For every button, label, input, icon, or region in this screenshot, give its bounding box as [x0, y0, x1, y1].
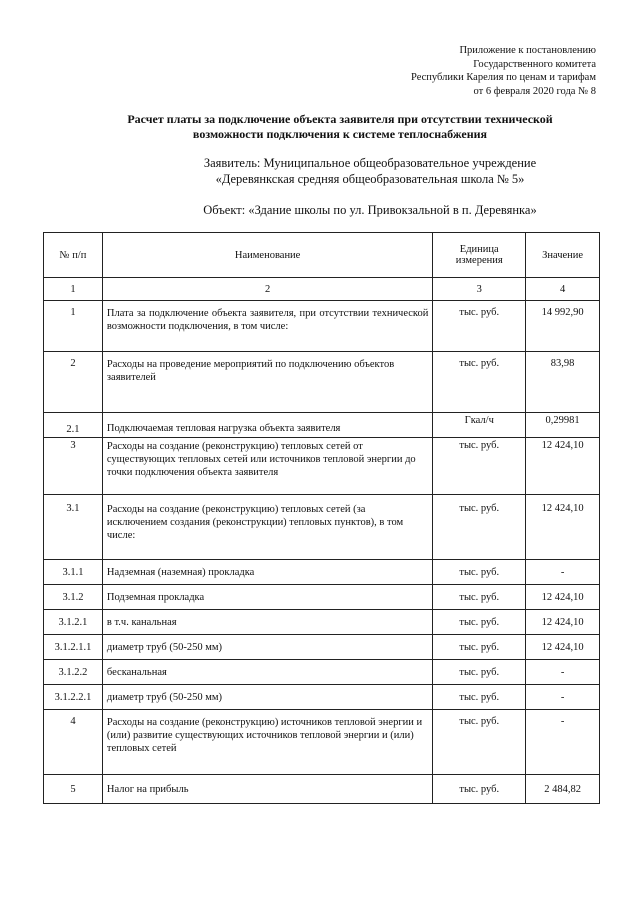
applicant-line: «Деревянкская средняя общеобразовательная школа № 5»	[215, 172, 525, 186]
row-num: 2	[44, 352, 103, 413]
row-value: 12 424,10	[526, 610, 600, 635]
row-unit: Гкал/ч	[433, 413, 526, 438]
row-value: 12 424,10	[526, 585, 600, 610]
row-unit: тыс. руб.	[433, 775, 526, 804]
header-unit: Единица измерения	[433, 233, 526, 278]
row-num: 3.1.2.2	[44, 660, 103, 685]
row-num: 3.1.2	[44, 585, 103, 610]
title-line: возможности подключения к системе теплоснабжения	[192, 126, 488, 141]
row-value: 12 424,10	[526, 495, 600, 560]
table-header-row	[44, 233, 600, 278]
row-name: Подключаемая тепловая нагрузка объекта заявителя	[102, 413, 432, 438]
row-name: Расходы на создание (реконструкцию) тепловых сетей от существующих тепловых сетей или источников тепловой энергии до точки подключения объекта заявителя	[102, 438, 432, 495]
index-cell: 1	[44, 278, 103, 301]
table-row	[44, 775, 600, 804]
table-row	[44, 495, 600, 560]
row-value: -	[526, 685, 600, 710]
row-unit: тыс. руб.	[433, 560, 526, 585]
row-value: 2 484,82	[526, 775, 600, 804]
appendix-line: Приложение к постановлению	[459, 45, 596, 56]
row-unit: тыс. руб.	[433, 585, 526, 610]
table-row	[44, 635, 600, 660]
row-name: Расходы на проведение мероприятий по подключению объектов заявителей	[102, 352, 432, 413]
row-name: в т.ч. канальная	[102, 610, 432, 635]
table-row	[44, 685, 600, 710]
row-value: -	[526, 710, 600, 775]
table-row	[44, 560, 600, 585]
row-unit: тыс. руб.	[433, 660, 526, 685]
table-row	[44, 710, 600, 775]
row-num: 5	[44, 775, 103, 804]
row-value: 83,98	[526, 352, 600, 413]
row-num: 3.1.2.2.1	[44, 685, 103, 710]
applicant-block	[60, 155, 640, 187]
row-num: 3.1	[44, 495, 103, 560]
row-unit: тыс. руб.	[433, 352, 526, 413]
header-num: № п/п	[44, 233, 103, 278]
row-value: -	[526, 660, 600, 685]
row-name: Подземная прокладка	[102, 585, 432, 610]
row-unit: тыс. руб.	[433, 495, 526, 560]
appendix-line: от 6 февраля 2020 года № 8	[473, 85, 596, 97]
row-name: Расходы на создание (реконструкцию) тепловых сетей (за исключением создания (реконструкции) тепловых пунктов), в том числе:	[102, 495, 432, 560]
table-row	[44, 660, 600, 685]
table-row	[44, 585, 600, 610]
row-name: Расходы на создание (реконструкцию) источников тепловой энергии и (или) развитие существующих источников тепловой энергии и (или) тепловых сетей	[102, 710, 432, 775]
row-num: 3.1.1	[44, 560, 103, 585]
row-name: бесканальная	[102, 660, 432, 685]
index-cell: 4	[526, 278, 600, 301]
row-unit: тыс. руб.	[433, 685, 526, 710]
row-value: -	[526, 560, 600, 585]
row-num: 3	[44, 438, 103, 495]
row-name: Надземная (наземная) прокладка	[102, 560, 432, 585]
row-name: Налог на прибыль	[102, 775, 432, 804]
row-value: 12 424,10	[526, 635, 600, 660]
row-value: 14 992,90	[526, 301, 600, 352]
row-unit: тыс. руб.	[433, 710, 526, 775]
row-unit: тыс. руб.	[433, 635, 526, 660]
row-num: 3.1.2.1	[44, 610, 103, 635]
row-unit: тыс. руб.	[433, 438, 526, 495]
index-cell: 2	[102, 278, 432, 301]
appendix-line: Государственного комитета	[473, 58, 596, 70]
row-name: диаметр труб (50-250 мм)	[102, 685, 432, 710]
index-cell: 3	[433, 278, 526, 301]
row-value: 12 424,10	[526, 438, 600, 495]
appendix-header	[336, 44, 596, 98]
table-index-row	[44, 278, 600, 301]
header-name: Наименование	[102, 233, 432, 278]
row-unit: тыс. руб.	[433, 610, 526, 635]
table-row	[44, 301, 600, 352]
title-line: Расчет платы за подключение объекта заявителя при отсутствии технической	[127, 112, 553, 126]
appendix-line: Республики Карелия по ценам и тарифам	[411, 72, 596, 83]
table-row	[44, 610, 600, 635]
object-line: Объект: «Здание школы по ул. Привокзальной в п. Деревянка»	[203, 203, 537, 217]
row-name: диаметр труб (50-250 мм)	[102, 635, 432, 660]
row-num: 3.1.2.1.1	[44, 635, 103, 660]
table-row	[44, 352, 600, 413]
row-num: 4	[44, 710, 103, 775]
row-value: 0,29981	[526, 413, 600, 438]
header-value: Значение	[526, 233, 600, 278]
calculation-table	[43, 232, 600, 804]
document-title	[60, 112, 620, 141]
row-num: 1	[44, 301, 103, 352]
row-unit: тыс. руб.	[433, 301, 526, 352]
row-name: Плата за подключение объекта заявителя, при отсутствии технической возможности подключения, в том числе:	[102, 301, 432, 352]
applicant-line: Заявитель: Муниципальное общеобразовательное учреждение	[203, 156, 537, 170]
table-row	[44, 438, 600, 495]
table-row	[44, 413, 600, 438]
row-num: 2.1	[44, 413, 103, 438]
